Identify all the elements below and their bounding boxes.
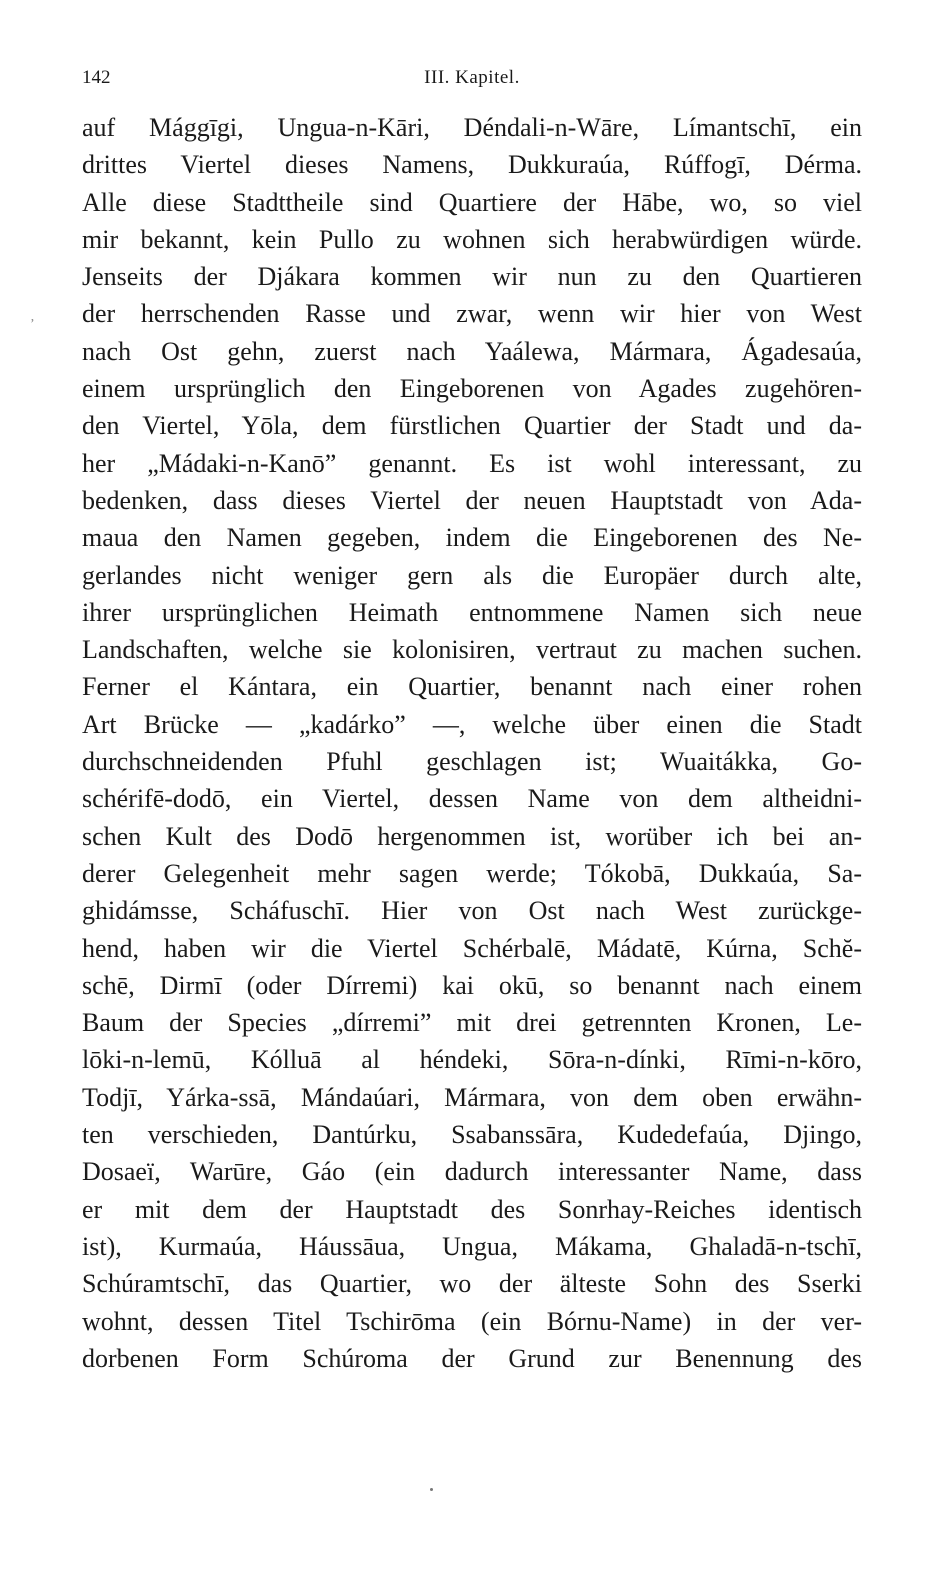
text-line: gerlandes nicht weniger gern als die Europäer durch alte, xyxy=(82,560,862,590)
text-line: bedenken, dass dieses Viertel der neuen Hauptstadt von Ada- xyxy=(82,485,862,515)
text-line: nach Ost gehn, zuerst nach Yaálewa, Mármara, Ágadesaúa, xyxy=(82,336,862,366)
text-line: er mit dem der Hauptstadt des Sonrhay-Reiches identisch xyxy=(82,1194,862,1224)
text-line: derer Gelegenheit mehr sagen werde; Tókobā, Dukkaúa, Sa- xyxy=(82,858,862,888)
text-line: Ferner el Kántara, ein Quartier, benannt nach einer rohen xyxy=(82,672,862,702)
text-line: lōki-n-lemū, Kólluā al héndeki, Sōra-n-dínki, Rīmi-n-kōro, xyxy=(82,1045,862,1075)
text-line: Landschaften, welche sie kolonisiren, vertraut zu machen suchen. xyxy=(82,635,862,665)
text-line: Alle diese Stadttheile sind Quartiere der Hābe, wo, so viel xyxy=(82,187,862,217)
text-line: ghidámsse, Scháfuschī. Hier von Ost nach West zurückge- xyxy=(82,896,862,926)
text-line: einem ursprünglich den Eingeborenen von Agades zugehören- xyxy=(82,374,862,404)
text-line: maua den Namen gegeben, indem die Eingeborenen des Ne- xyxy=(82,523,862,553)
paper-speck xyxy=(430,1488,433,1491)
text-line: her „Mádaki-n-Kanō” genannt. Es ist wohl interessant, zu xyxy=(82,448,862,478)
running-header xyxy=(82,62,862,94)
text-line: schen Kult des Dodō hergenommen ist, worüber ich bei an- xyxy=(82,821,862,851)
text-line: Dosaeï, Warūre, Gáo (ein dadurch interessanter Name, dass xyxy=(82,1157,862,1187)
text-line: auf Mággīgi, Ungua-n-Kāri, Déndali-n-Wāre, Límantschī, ein xyxy=(82,113,862,142)
margin-mark: ʼ xyxy=(30,317,35,332)
text-line: schē, Dirmī (oder Dírremi) kai okū, so benannt nach einem xyxy=(82,970,862,1000)
text-line: ist), Kurmaúa, Háussāua, Ungua, Mákama, Ghaladā-n-tschī, xyxy=(82,1231,862,1261)
chapter-title: III. Kapitel. xyxy=(424,67,520,88)
text-line: den Viertel, Yōla, dem fürstlichen Quartier der Stadt und da- xyxy=(82,411,862,441)
text-line: Schúramtschī, das Quartier, wo der älteste Sohn des Sserki xyxy=(82,1269,862,1299)
text-line: hend, haben wir die Viertel Schérbalē, Mádatē, Kúrna, Schĕ- xyxy=(82,933,862,963)
text-line: Jenseits der Djákara kommen wir nun zu den Quartieren xyxy=(82,262,862,292)
text-line: Baum der Species „dírremi” mit drei getrennten Kronen, Le- xyxy=(82,1008,862,1038)
text-line: dorbenen Form Schúroma der Grund zur Benennung des xyxy=(82,1343,862,1373)
page-number: 142 xyxy=(82,67,111,88)
text-line: der herrschenden Rasse und zwar, wenn wir hier von West xyxy=(82,299,862,329)
text-line: ihrer ursprünglichen Heimath entnommene Namen sich neue xyxy=(82,597,862,627)
text-line: mir bekannt, kein Pullo zu wohnen sich herabwürdigen würde. xyxy=(82,224,862,254)
text-line: Art Brücke — „kadárko” —, welche über einen die Stadt xyxy=(82,709,862,739)
text-line: wohnt, dessen Titel Tschirōma (ein Bórnu-Name) in der ver- xyxy=(82,1306,862,1336)
text-line: drittes Viertel dieses Namens, Dukkuraúa, Rúffogī, Dérma. xyxy=(82,150,862,180)
text-line: schérifē-dodō, ein Viertel, dessen Name von dem altheidni- xyxy=(82,784,862,814)
text-line: Todjī, Yárka-ssā, Mándaúari, Mármara, von dem oben erwähn- xyxy=(82,1082,862,1112)
text-line: durchschneidenden Pfuhl geschlagen ist; Wuaitákka, Go- xyxy=(82,747,862,777)
text-line: ten verschieden, Dantúrku, Ssabanssāra, Kudedefaúa, Djingo, xyxy=(82,1120,862,1150)
body-text xyxy=(82,109,862,1377)
